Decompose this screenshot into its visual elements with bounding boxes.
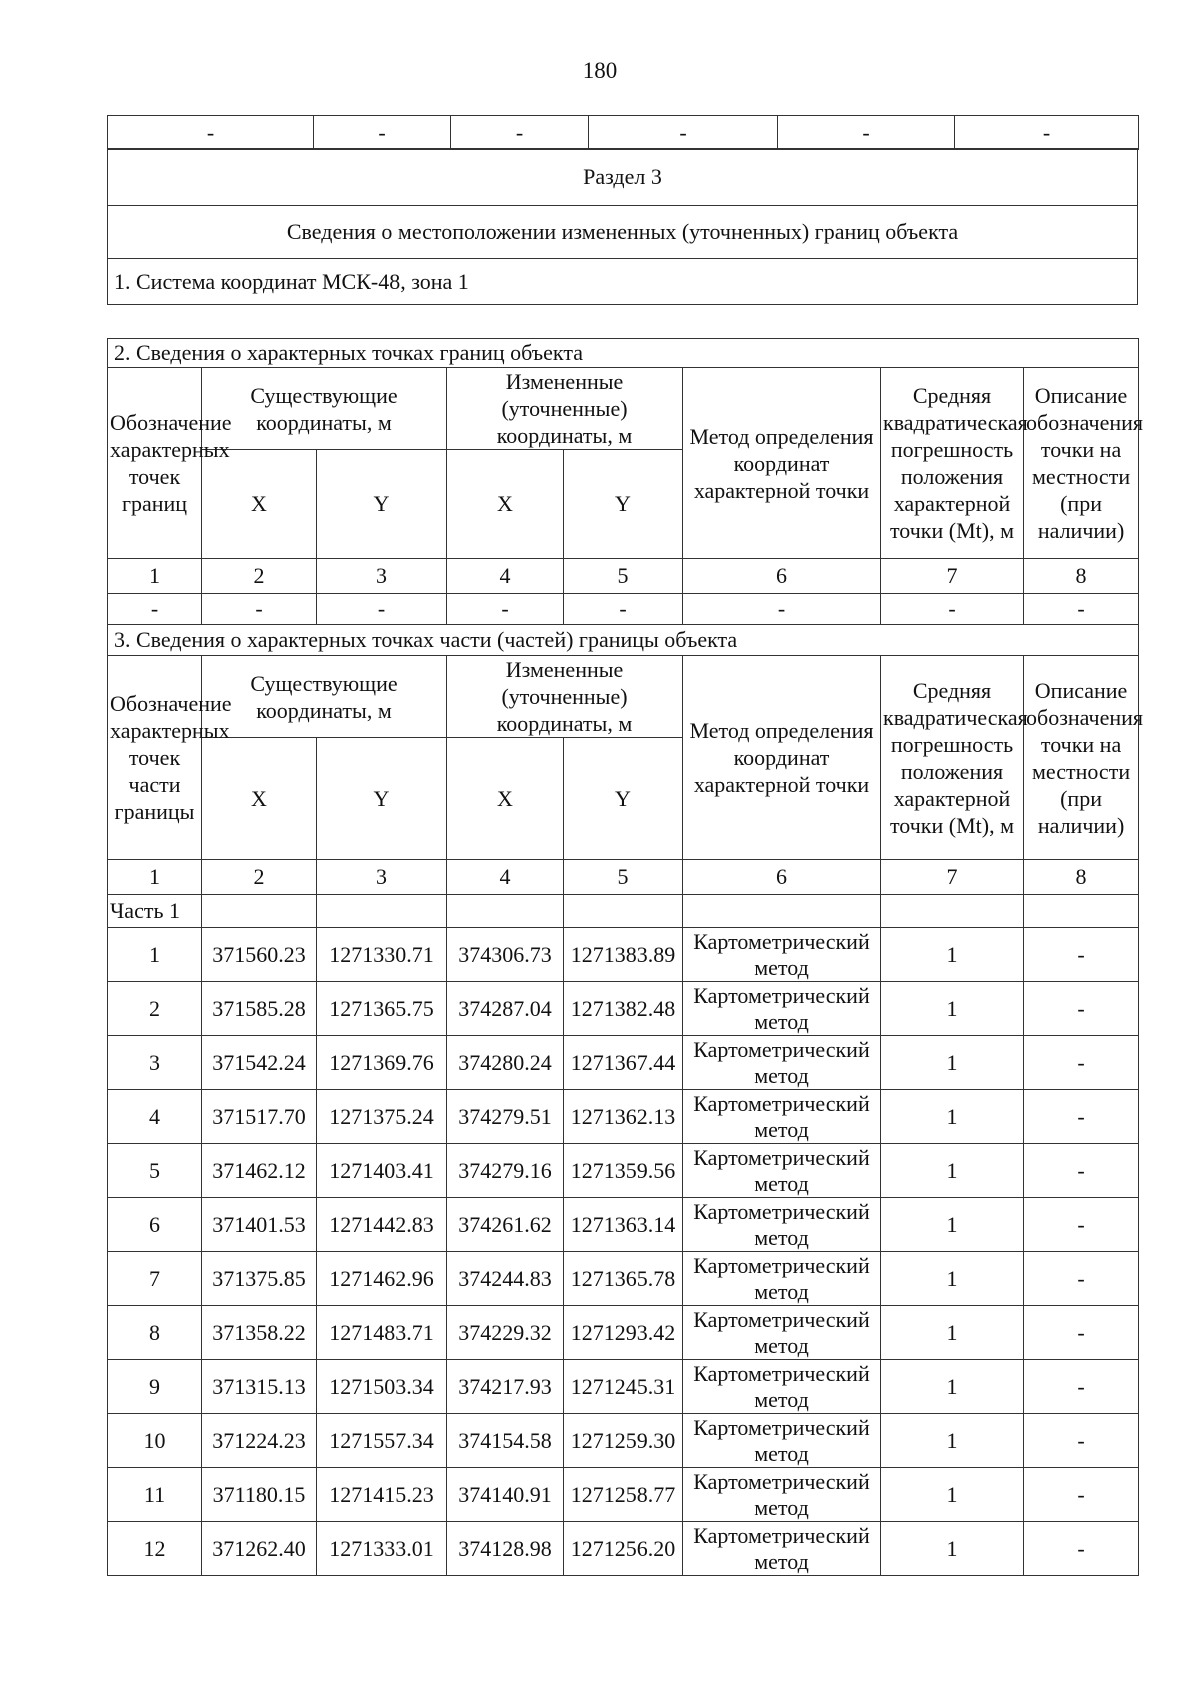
method-cell: Картометрический метод	[683, 1144, 881, 1198]
cell: -	[683, 594, 881, 625]
table-row	[108, 1036, 1139, 1090]
cell	[447, 895, 564, 928]
error-mt-cell: 1	[881, 1252, 1024, 1306]
changed-y-cell: 1271359.56	[564, 1144, 683, 1198]
column-number: 5	[564, 559, 683, 594]
header-y: Y	[564, 450, 683, 559]
description-cell: -	[1024, 982, 1139, 1036]
changed-y-cell: 1271258.77	[564, 1468, 683, 1522]
part-label-row	[108, 895, 1139, 928]
method-cell: Картометрический метод	[683, 1360, 881, 1414]
header-description: Описание обозначения точки на местности (при наличии)	[1024, 656, 1139, 860]
column-number: 7	[881, 860, 1024, 895]
cell: -	[955, 116, 1139, 150]
header-existing-coords: Существующие координаты, м	[202, 368, 447, 450]
part-label: Часть 1	[108, 895, 202, 928]
table-row	[108, 982, 1139, 1036]
cell: -	[108, 594, 202, 625]
method-cell: Картометрический метод	[683, 1468, 881, 1522]
column-number: 1	[108, 860, 202, 895]
cell	[683, 895, 881, 928]
description-cell: -	[1024, 1144, 1139, 1198]
point-number-cell: 9	[108, 1360, 202, 1414]
column-number: 6	[683, 860, 881, 895]
table-row	[108, 1360, 1139, 1414]
existing-x-cell: 371462.12	[202, 1144, 317, 1198]
existing-x-cell: 371560.23	[202, 928, 317, 982]
existing-x-cell: 371224.23	[202, 1414, 317, 1468]
cell	[1024, 895, 1139, 928]
error-mt-cell: 1	[881, 1198, 1024, 1252]
header-error: Средняя квадратическая погрешность положения характерной точки (Mt), м	[881, 368, 1024, 559]
header-x: X	[202, 450, 317, 559]
header-y: Y	[317, 738, 447, 860]
error-mt-cell: 1	[881, 928, 1024, 982]
page-number: 180	[582, 58, 618, 83]
changed-y-cell: 1271245.31	[564, 1360, 683, 1414]
continuation-table	[107, 115, 1139, 150]
method-cell: Картометрический метод	[683, 1522, 881, 1576]
description-cell: -	[1024, 928, 1139, 982]
existing-x-cell: 371358.22	[202, 1306, 317, 1360]
existing-y-cell: 1271369.76	[317, 1036, 447, 1090]
existing-x-cell: 371542.24	[202, 1036, 317, 1090]
cell: -	[108, 116, 314, 150]
changed-x-cell: 374140.91	[447, 1468, 564, 1522]
description-cell: -	[1024, 1360, 1139, 1414]
cell: -	[778, 116, 955, 150]
cell	[881, 895, 1024, 928]
error-mt-cell: 1	[881, 1036, 1024, 1090]
changed-y-cell: 1271256.20	[564, 1522, 683, 1576]
existing-x-cell: 371180.15	[202, 1468, 317, 1522]
boundary-points-table	[107, 338, 1144, 1576]
description-cell: -	[1024, 1522, 1139, 1576]
existing-y-cell: 1271503.34	[317, 1360, 447, 1414]
point-number-cell: 6	[108, 1198, 202, 1252]
changed-y-cell: 1271383.89	[564, 928, 683, 982]
column-number: 2	[202, 559, 317, 594]
changed-x-cell: 374279.16	[447, 1144, 564, 1198]
description-cell: -	[1024, 1468, 1139, 1522]
block2-title: 3. Сведения о характерных точках части (частей) границы объекта	[108, 625, 1139, 656]
column-number: 2	[202, 860, 317, 895]
continuation-row	[108, 116, 1139, 150]
method-cell: Картометрический метод	[683, 982, 881, 1036]
point-number-cell: 4	[108, 1090, 202, 1144]
point-number-cell: 8	[108, 1306, 202, 1360]
existing-y-cell: 1271330.71	[317, 928, 447, 982]
column-number: 6	[683, 559, 881, 594]
error-mt-cell: 1	[881, 1306, 1024, 1360]
table-row	[108, 1252, 1139, 1306]
error-mt-cell: 1	[881, 982, 1024, 1036]
column-number: 7	[881, 559, 1024, 594]
point-number-cell: 11	[108, 1468, 202, 1522]
header-changed-coords: Измененные (уточненные) координаты, м	[447, 656, 683, 738]
point-number-cell: 1	[108, 928, 202, 982]
coord-system: 1. Система координат МСК-48, зона 1	[108, 259, 1138, 305]
cell: -	[451, 116, 589, 150]
header-designation: Обозначение характерных точек границ	[108, 368, 202, 559]
changed-y-cell: 1271367.44	[564, 1036, 683, 1090]
header-method: Метод определения координат характерной точки	[683, 368, 881, 559]
description-cell: -	[1024, 1306, 1139, 1360]
method-cell: Картометрический метод	[683, 1306, 881, 1360]
error-mt-cell: 1	[881, 1144, 1024, 1198]
existing-y-cell: 1271365.75	[317, 982, 447, 1036]
cell: -	[1024, 594, 1139, 625]
section-subtitle: Сведения о местоположении измененных (уточненных) границ объекта	[108, 206, 1138, 259]
table-row	[108, 928, 1139, 982]
header-designation: Обозначение характерных точек части границы	[108, 656, 202, 860]
description-cell: -	[1024, 1414, 1139, 1468]
changed-x-cell: 374306.73	[447, 928, 564, 982]
table-row	[108, 1090, 1139, 1144]
existing-x-cell: 371517.70	[202, 1090, 317, 1144]
cell: -	[314, 116, 451, 150]
method-cell: Картометрический метод	[683, 1090, 881, 1144]
existing-y-cell: 1271333.01	[317, 1522, 447, 1576]
cell: -	[202, 594, 317, 625]
existing-y-cell: 1271442.83	[317, 1198, 447, 1252]
block2-column-numbers	[108, 860, 1139, 895]
changed-y-cell: 1271362.13	[564, 1090, 683, 1144]
error-mt-cell: 1	[881, 1414, 1024, 1468]
column-number: 3	[317, 860, 447, 895]
changed-x-cell: 374229.32	[447, 1306, 564, 1360]
description-cell: -	[1024, 1090, 1139, 1144]
column-number: 8	[1024, 559, 1139, 594]
cell	[202, 895, 317, 928]
header-y: Y	[564, 738, 683, 860]
changed-y-cell: 1271363.14	[564, 1198, 683, 1252]
existing-y-cell: 1271483.71	[317, 1306, 447, 1360]
table-row	[108, 1414, 1139, 1468]
error-mt-cell: 1	[881, 1090, 1024, 1144]
description-cell: -	[1024, 1198, 1139, 1252]
changed-x-cell: 374279.51	[447, 1090, 564, 1144]
point-number-cell: 5	[108, 1144, 202, 1198]
changed-x-cell: 374261.62	[447, 1198, 564, 1252]
existing-y-cell: 1271415.23	[317, 1468, 447, 1522]
error-mt-cell: 1	[881, 1522, 1024, 1576]
block1-header-row	[108, 368, 1139, 450]
header-existing-coords: Существующие координаты, м	[202, 656, 447, 738]
point-number-cell: 10	[108, 1414, 202, 1468]
point-number-cell: 12	[108, 1522, 202, 1576]
column-number: 4	[447, 860, 564, 895]
point-number-cell: 7	[108, 1252, 202, 1306]
description-cell: -	[1024, 1036, 1139, 1090]
table-row	[108, 1306, 1139, 1360]
existing-y-cell: 1271403.41	[317, 1144, 447, 1198]
existing-y-cell: 1271375.24	[317, 1090, 447, 1144]
table-row	[108, 1144, 1139, 1198]
method-cell: Картометрический метод	[683, 928, 881, 982]
changed-x-cell: 374244.83	[447, 1252, 564, 1306]
changed-y-cell: 1271365.78	[564, 1252, 683, 1306]
existing-y-cell: 1271462.96	[317, 1252, 447, 1306]
block1-empty-row	[108, 594, 1139, 625]
method-cell: Картометрический метод	[683, 1414, 881, 1468]
description-cell: -	[1024, 1252, 1139, 1306]
cell	[564, 895, 683, 928]
changed-x-cell: 374128.98	[447, 1522, 564, 1576]
column-number: 4	[447, 559, 564, 594]
block2-header-row	[108, 656, 1139, 738]
table-row	[108, 1468, 1139, 1522]
changed-y-cell: 1271259.30	[564, 1414, 683, 1468]
existing-y-cell: 1271557.34	[317, 1414, 447, 1468]
cell: -	[317, 594, 447, 625]
header-x: X	[447, 738, 564, 860]
header-y: Y	[317, 450, 447, 559]
header-changed-coords: Измененные (уточненные) координаты, м	[447, 368, 683, 450]
column-number: 5	[564, 860, 683, 895]
existing-x-cell: 371585.28	[202, 982, 317, 1036]
cell: -	[881, 594, 1024, 625]
column-number: 3	[317, 559, 447, 594]
block1-title: 2. Сведения о характерных точках границ объекта	[108, 339, 1139, 368]
cell: -	[564, 594, 683, 625]
changed-x-cell: 374217.93	[447, 1360, 564, 1414]
method-cell: Картометрический метод	[683, 1036, 881, 1090]
column-number: 1	[108, 559, 202, 594]
header-x: X	[447, 450, 564, 559]
column-number: 8	[1024, 860, 1139, 895]
method-cell: Картометрический метод	[683, 1198, 881, 1252]
coordinate-rows	[108, 928, 1139, 1576]
table-row	[108, 1198, 1139, 1252]
error-mt-cell: 1	[881, 1468, 1024, 1522]
cell	[317, 895, 447, 928]
point-number-cell: 3	[108, 1036, 202, 1090]
error-mt-cell: 1	[881, 1360, 1024, 1414]
table-row	[108, 1522, 1139, 1576]
cell: -	[589, 116, 778, 150]
header-x: X	[202, 738, 317, 860]
header-description: Описание обозначения точки на местности (при наличии)	[1024, 368, 1139, 559]
section-title: Раздел 3	[108, 149, 1138, 206]
existing-x-cell: 371315.13	[202, 1360, 317, 1414]
header-error: Средняя квадратическая погрешность положения характерной точки (Mt), м	[881, 656, 1024, 860]
existing-x-cell: 371262.40	[202, 1522, 317, 1576]
block1-column-numbers	[108, 559, 1139, 594]
point-number-cell: 2	[108, 982, 202, 1036]
cell: -	[447, 594, 564, 625]
existing-x-cell: 371401.53	[202, 1198, 317, 1252]
method-cell: Картометрический метод	[683, 1252, 881, 1306]
header-method: Метод определения координат характерной точки	[683, 656, 881, 860]
section-header-table	[107, 148, 1138, 305]
changed-x-cell: 374280.24	[447, 1036, 564, 1090]
changed-y-cell: 1271382.48	[564, 982, 683, 1036]
changed-x-cell: 374154.58	[447, 1414, 564, 1468]
changed-y-cell: 1271293.42	[564, 1306, 683, 1360]
changed-x-cell: 374287.04	[447, 982, 564, 1036]
existing-x-cell: 371375.85	[202, 1252, 317, 1306]
